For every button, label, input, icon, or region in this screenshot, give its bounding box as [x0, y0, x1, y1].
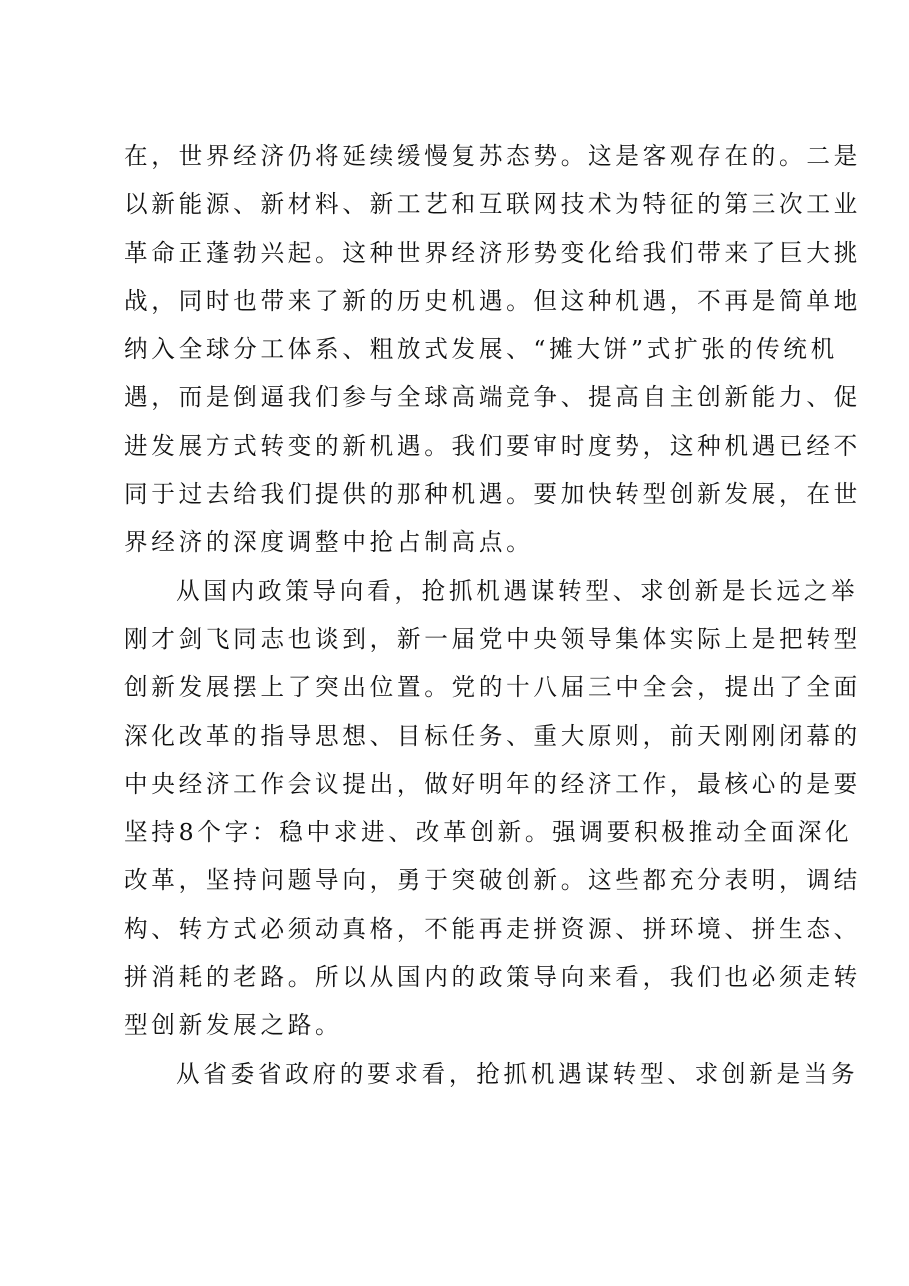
text-line: 纳入全球分工体系、粗放式发展、“摊大饼”式扩张的传统机: [124, 335, 838, 364]
text-line: 界经济的深度调整中抢占制高点。: [124, 528, 534, 557]
text-line: 坚持8个字：稳中求进、改革创新。强调要积极推动全面深化: [124, 818, 853, 847]
text-line: 以新能源、新材料、新工艺和互联网技术为特征的第三次工业: [124, 190, 861, 219]
text-line: 型创新发展之路。: [124, 1011, 343, 1040]
text-line: 同于过去给我们提供的那种机遇。要加快转型创新发展，在世: [124, 480, 861, 509]
paragraph-start-line: 从国内政策导向看，抢抓机遇谋转型、求创新是长远之举: [176, 576, 859, 605]
text-line: 改革，坚持问题导向，勇于突破创新。这些都充分表明，调结: [124, 866, 861, 895]
text-line: 深化改革的指导思想、目标任务、重大原则，前天刚刚闭幕的: [124, 721, 861, 750]
text-line: 革命正蓬勃兴起。这种世界经济形势变化给我们带来了巨大挑: [124, 238, 861, 267]
text-line: 拼消耗的老路。所以从国内的政策导向来看，我们也必须走转: [124, 963, 861, 992]
paragraph-start-line: 从省委省政府的要求看，抢抓机遇谋转型、求创新是当务: [176, 1059, 859, 1088]
text-line: 构、转方式必须动真格，不能再走拼资源、拼环境、拼生态、: [124, 914, 861, 943]
text-line: 战，同时也带来了新的历史机遇。但这种机遇，不再是简单地: [124, 286, 861, 315]
text-line: 刚才剑飞同志也谈到，新一届党中央领导集体实际上是把转型: [124, 624, 861, 653]
body-text: [124, 132, 861, 1098]
text-line: 在，世界经济仍将延续缓慢复苏态势。这是客观存在的。二是: [124, 142, 861, 170]
text-line: 中央经济工作会议提出，做好明年的经济工作，最核心的是要: [124, 769, 861, 798]
text-line: 创新发展摆上了突出位置。党的十八届三中全会，提出了全面: [124, 673, 861, 702]
text-line: 遇，而是倒逼我们参与全球高端竞争、提高自主创新能力、促: [124, 383, 861, 412]
text-line: 进发展方式转变的新机遇。我们要审时度势，这种机遇已经不: [124, 431, 861, 460]
